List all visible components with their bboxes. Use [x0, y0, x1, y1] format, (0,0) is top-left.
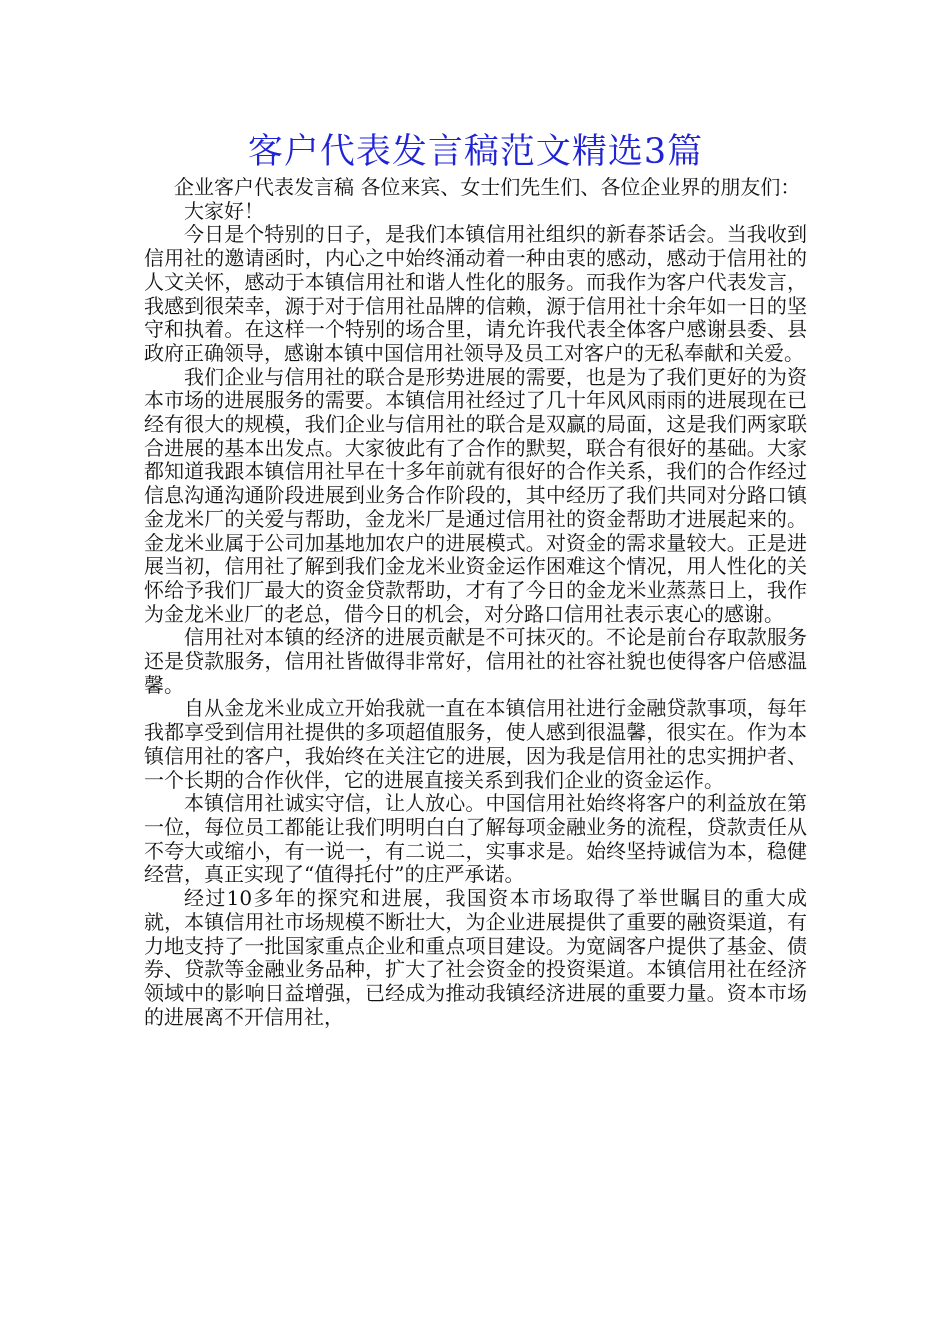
paragraph-body: 自从金龙米业成立开始我就一直在本镇信用社进行金融贷款事项，每年我都享受到信用社提供的多项超值服务，使人感到很温馨，很实在。作为本镇信用社的客户，我始终在关注它的进展，因为我是信用社的忠实拥护者、一个长期的合作伙伴，它的进展直接关系到我们企业的资金运作。 [144, 696, 807, 792]
paragraph-body: 今日是个特别的日子，是我们本镇信用社组织的新春茶话会。当我收到信用社的邀请函时，内心之中始终涌动着一种由衷的感动，感动于信用社的人文关怀，感动于本镇信用社和谐人性化的服务。而我作为客户代表发言，我感到很荣幸，源于对于信用社品牌的信赖，源于信用社十余年如一日的坚守和执着。在这样一个特别的场合里，请允许我代表全体客户感谢县委、县政府正确领导，感谢本镇中国信用社领导及员工对客户的无私奉献和关爱。 [144, 222, 807, 365]
document-title: 客户代表发言稿范文精选3篇 [247, 132, 704, 172]
paragraph-body: 信用社对本镇的经济的进展贡献是不可抹灭的。不论是前台存取款服务还是贷款服务，信用社皆做得非常好，信用社的社容社貌也使得客户倍感温馨。 [144, 625, 807, 697]
paragraph-hello: 大家好！ [184, 198, 264, 223]
document-page [144, 128, 807, 1029]
paragraph-body: 本镇信用社诚实守信，让人放心。中国信用社始终将客户的利益放在第一位，每位员工都能让我们明明白白了解每项金融业务的流程，贷款责任从不夸大或缩小，有一说一，有二说二，实事求是。始终坚持诚信为本，稳健经营，真正实现了“值得托付”的庄严承诺。 [144, 791, 807, 887]
paragraph-greeting: 企业客户代表发言稿 各位来宾、女士们先生们、各位企业界的朋友们： [174, 175, 801, 199]
paragraph-body: 经过10多年的探究和进展，我国资本市场取得了举世瞩目的重大成就，本镇信用社市场规模不断壮大，为企业进展提供了重要的融资渠道，有力地支持了一批国家重点企业和重点项目建设。为宽阔客户提供了基金、债券、贷款等金融业务品种，扩大了社会资金的投资渠道。本镇信用社在经济领域中的影响日益增强，已经成为推动我镇经济进展的重要力量。资本市场的进展离不开信用社， [144, 886, 807, 1029]
paragraph-body: 我们企业与信用社的联合是形势进展的需要，也是为了我们更好的为资本市场的进展服务的需要。本镇信用社经过了几十年风风雨雨的进展现在已经有很大的规模，我们企业与信用社的联合是双赢的局面，这是我们两家联合进展的基本出发点。大家彼此有了合作的默契，联合有很好的基础。大家都知道我跟本镇信用社早在十多年前就有很好的合作关系，我们的合作经过信息沟通沟通阶段进展到业务合作阶段的，其中经历了我们共同对分路口镇金龙米厂的关爱与帮助，金龙米厂是通过信用社的资金帮助才进展起来的。金龙米业属于公司加基地加农户的进展模式。对资金的需求量较大。正是进展当初，信用社了解到我们金龙米业资金运作困难这个情况，用人性化的关怀给予我们厂最大的资金贷款帮助，才有了今日的金龙米业蒸蒸日上，我作为金龙米业厂的老总，借今日的机会，对分路口信用社表示衷心的感谢。 [144, 364, 807, 626]
